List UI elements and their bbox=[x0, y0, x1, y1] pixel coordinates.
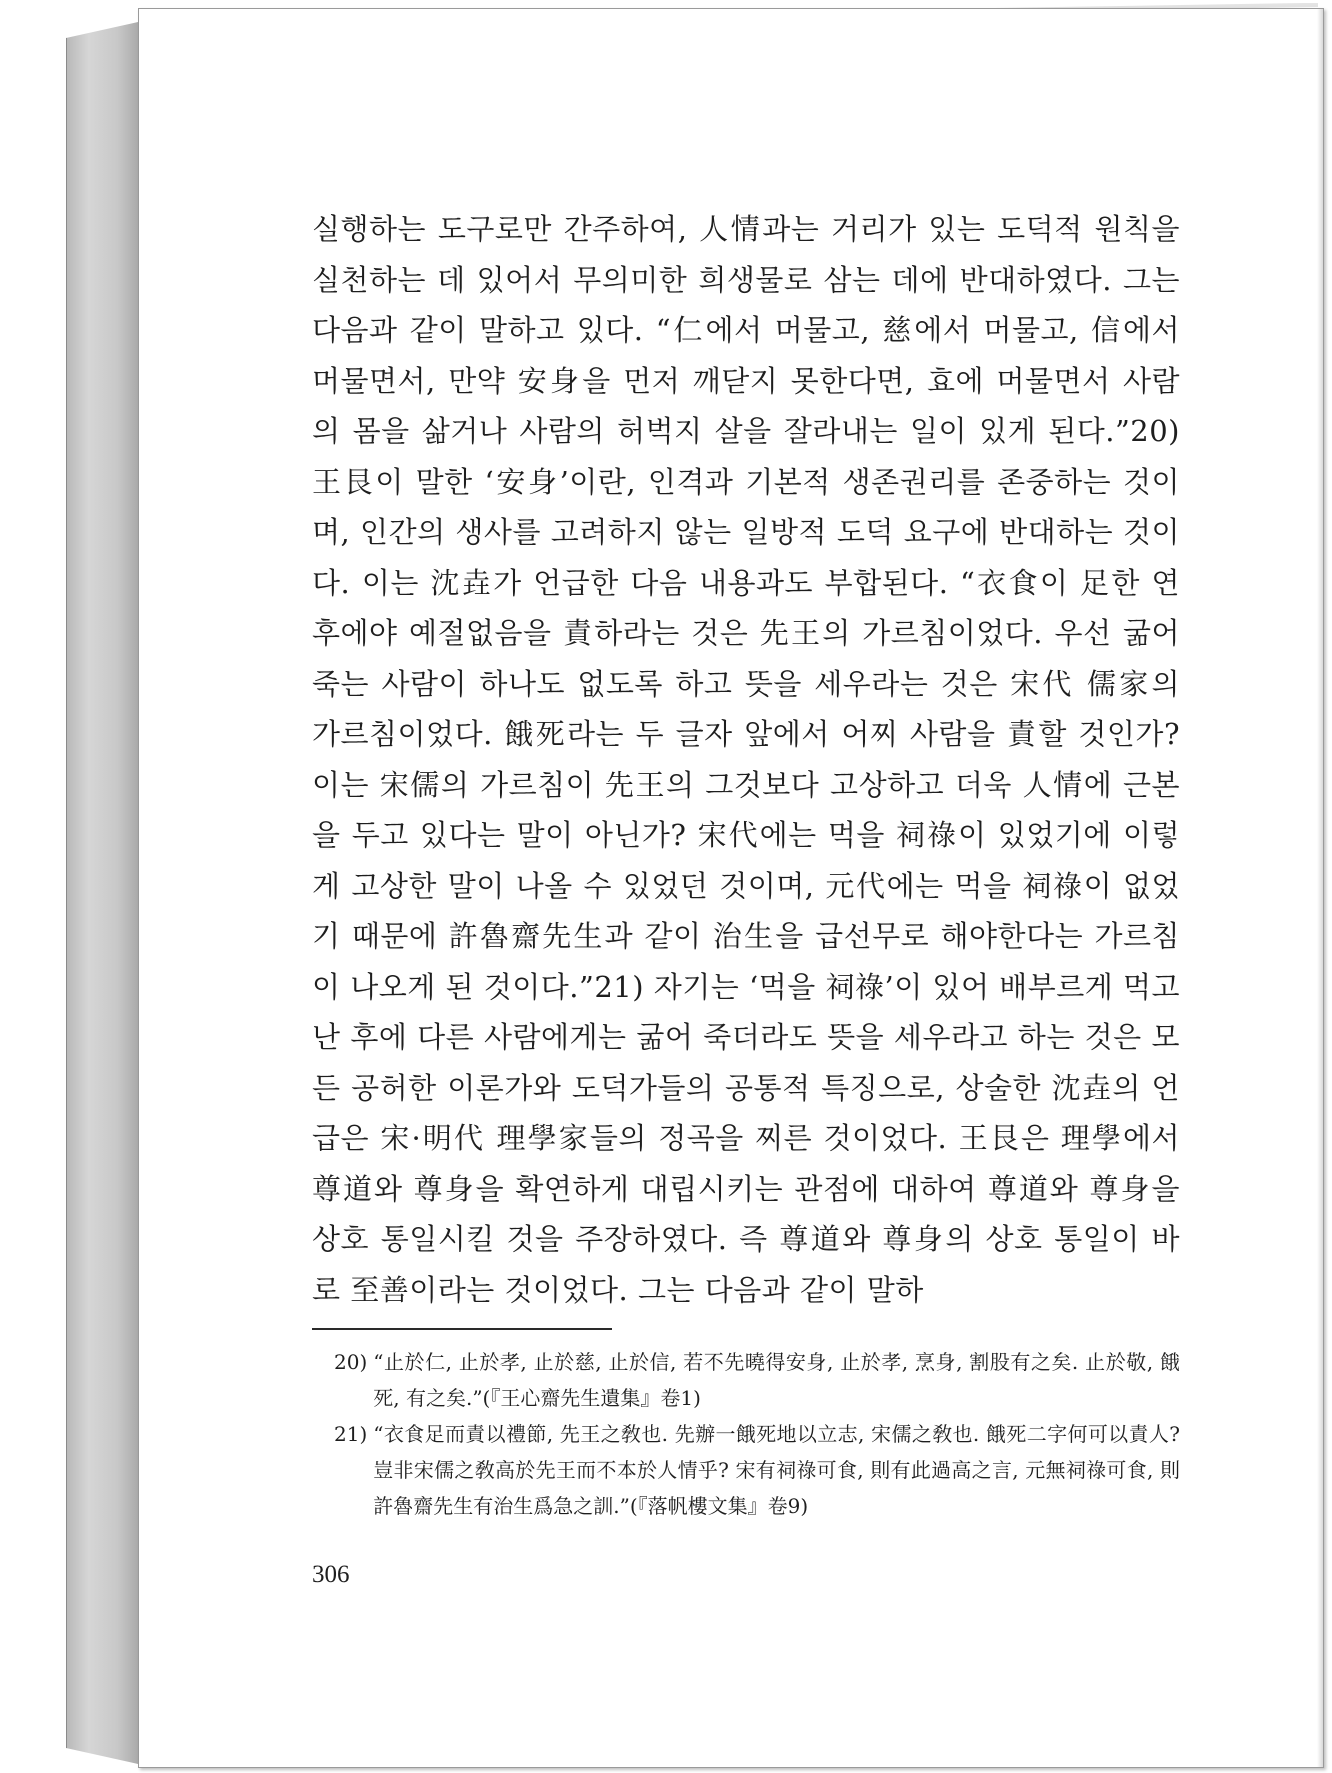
footnote-divider bbox=[312, 1328, 612, 1330]
footnote-number: 21) bbox=[334, 1422, 368, 1446]
footnote-number: 20) bbox=[334, 1350, 368, 1374]
book-page bbox=[138, 8, 1324, 1768]
footnotes bbox=[312, 1344, 1180, 1524]
footnote-text: “衣食足而責以禮節, 先王之敎也. 先辦一餓死地以立志, 宋儒之敎也. 餓死二字何可以責人? 豈非宋儒之敎高於先王而不本於人情乎? 宋有祠祿可食, 則有此過高之言, 元無祠祿可食, 則許魯齋先生有治生爲急之訓.”(『落帆樓文集』卷9) bbox=[373, 1422, 1180, 1518]
page-edge-shadow bbox=[1317, 9, 1323, 1767]
footnote-20 bbox=[312, 1344, 1180, 1416]
footnote-21 bbox=[312, 1416, 1180, 1524]
page-number: 306 bbox=[312, 1561, 350, 1588]
body-paragraph: 실행하는 도구로만 간주하여, 人情과는 거리가 있는 도덕적 원칙을 실천하는 데 있어서 무의미한 희생물로 삼는 데에 반대하였다. 그는 다음과 같이 말하고 있다. “仁에서 머물고, 慈에서 머물고, 信에서 머물면서, 만약 安身을 먼저 깨닫지 못한다면, 효에 머물면서 사람의 몸을 삶거나 사람의 허벅지 살을 잘라내는 일이 있게 된다.”20) 王艮이 말한 ‘安身’이란, 인격과 기본적 생존권리를 존중하는 것이며, 인간의 생사를 고려하지 않는 일방적 도덕 요구에 반대하는 것이다. 이는 沈垚가 언급한 다음 내용과도 부합된다. “衣食이 足한 연후에야 예절없음을 責하라는 것은 先王의 가르침이었다. 우선 굶어죽는 사람이 하나도 없도록 하고 뜻을 세우라는 것은 宋代 儒家의 가르침이었다. 餓死라는 두 글자 앞에서 어찌 사람을 責할 것인가? 이는 宋儒의 가르침이 先王의 그것보다 고상하고 더욱 人情에 근본을 두고 있다는 말이 아닌가? 宋代에는 먹을 祠祿이 있었기에 이렇게 고상한 말이 나올 수 있었던 것이며, 元代에는 먹을 祠祿이 없었기 때문에 許魯齋先生과 같이 治生을 급선무로 해야한다는 가르침이 나오게 된 것이다.”21) 자기는 ‘먹을 祠祿’이 있어 배부르게 먹고난 후에 다른 사람에게는 굶어 죽더라도 뜻을 세우라고 하는 것은 모든 공허한 이론가와 도덕가들의 공통적 특징으로, 상술한 沈垚의 언급은 宋·明代 理學家들의 정곡을 찌른 것이었다. 王艮은 理學에서 尊道와 尊身을 확연하게 대립시키는 관점에 대하여 尊道와 尊身을 상호 통일시킬 것을 주장하였다. 즉 尊道와 尊身의 상호 통일이 바로 至善이라는 것이었다. 그는 다음과 같이 말하 bbox=[312, 212, 1180, 1307]
book-spine bbox=[66, 22, 139, 1764]
footnote-text: “止於仁, 止於孝, 止於慈, 止於信, 若不先曉得安身, 止於孝, 烹身, 割股有之矣. 止於敬, 餓死, 有之矣.”(『王心齋先生遺集』卷1) bbox=[373, 1350, 1180, 1410]
